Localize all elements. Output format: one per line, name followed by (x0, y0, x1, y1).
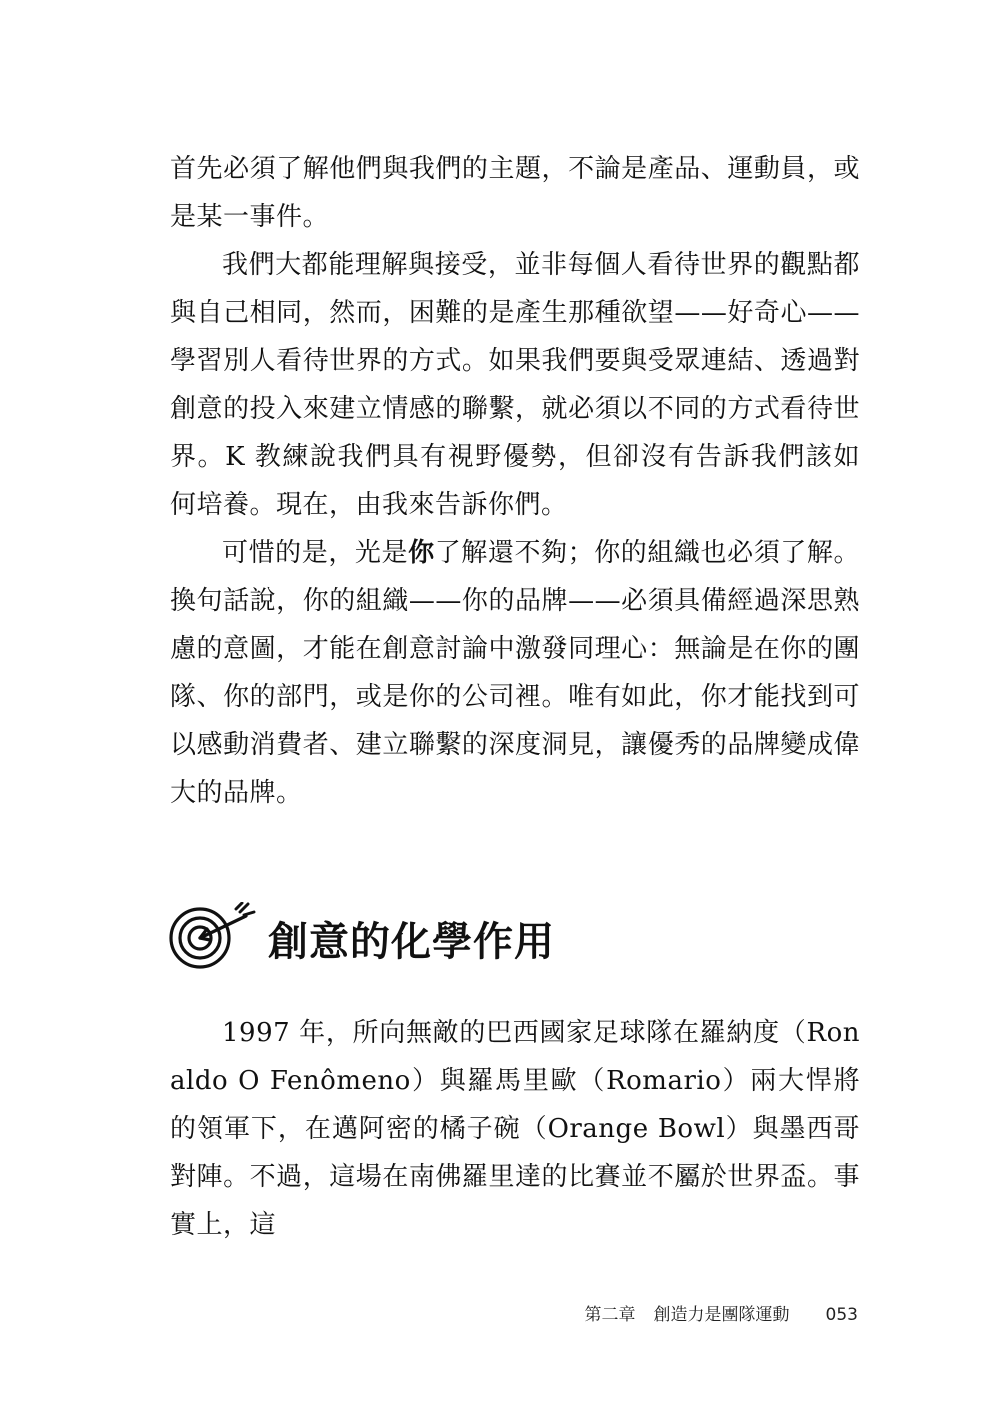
paragraph-3-start: 可惜的是，光是 (222, 538, 409, 568)
page-number: 053 (825, 1305, 858, 1325)
section-title: 創意的化學作用 (268, 918, 555, 965)
chapter-label: 第二章 (584, 1305, 636, 1325)
page-footer (585, 1300, 858, 1325)
section-heading (168, 900, 555, 976)
body-text-bottom (170, 1009, 860, 1249)
paragraph-4: 1997 年，所向無敵的巴西國家足球隊在羅納度（Ronaldo O Fenômeno）與羅馬里歐（Romario）兩大悍將的領軍下，在邁阿密的橘子碗（Orange Bowl）與墨西哥對陣。不過，這場在南佛羅里達的比賽並不屬於世界盃。事實上，這 (170, 1018, 860, 1240)
chapter-title: 創造力是團隊運動 (653, 1305, 790, 1325)
paragraph-2: 我們大都能理解與接受，並非每個人看待世界的觀點都與自己相同，然而，困難的是產生那種欲望——好奇心——學習別人看待世界的方式。如果我們要與受眾連結、透過對創意的投入來建立情感的聯繫，就必須以不同的方式看待世界。K 教練說我們具有視野優勢，但卻沒有告訴我們該如何培養。現在，由我來告訴你們。 (170, 250, 860, 520)
paragraph-3-rest: 了解還不夠；你的組織也必須了解。換句話說，你的組織——你的品牌——必須具備經過深思熟慮的意圖，才能在創意討論中激發同理心：無論是在你的團隊、你的部門，或是你的公司裡。唯有如此，你才能找到可以感動消費者、建立聯繫的深度洞見，讓優秀的品牌變成偉大的品牌。 (170, 538, 860, 808)
paragraph-1: 首先必須了解他們與我們的主題，不論是產品、運動員，或是某一事件。 (170, 154, 860, 232)
paragraph-3 (170, 529, 860, 817)
emphasis-you: 你 (408, 538, 435, 568)
target-arrow-icon (168, 902, 260, 974)
body-text-top (170, 145, 860, 817)
